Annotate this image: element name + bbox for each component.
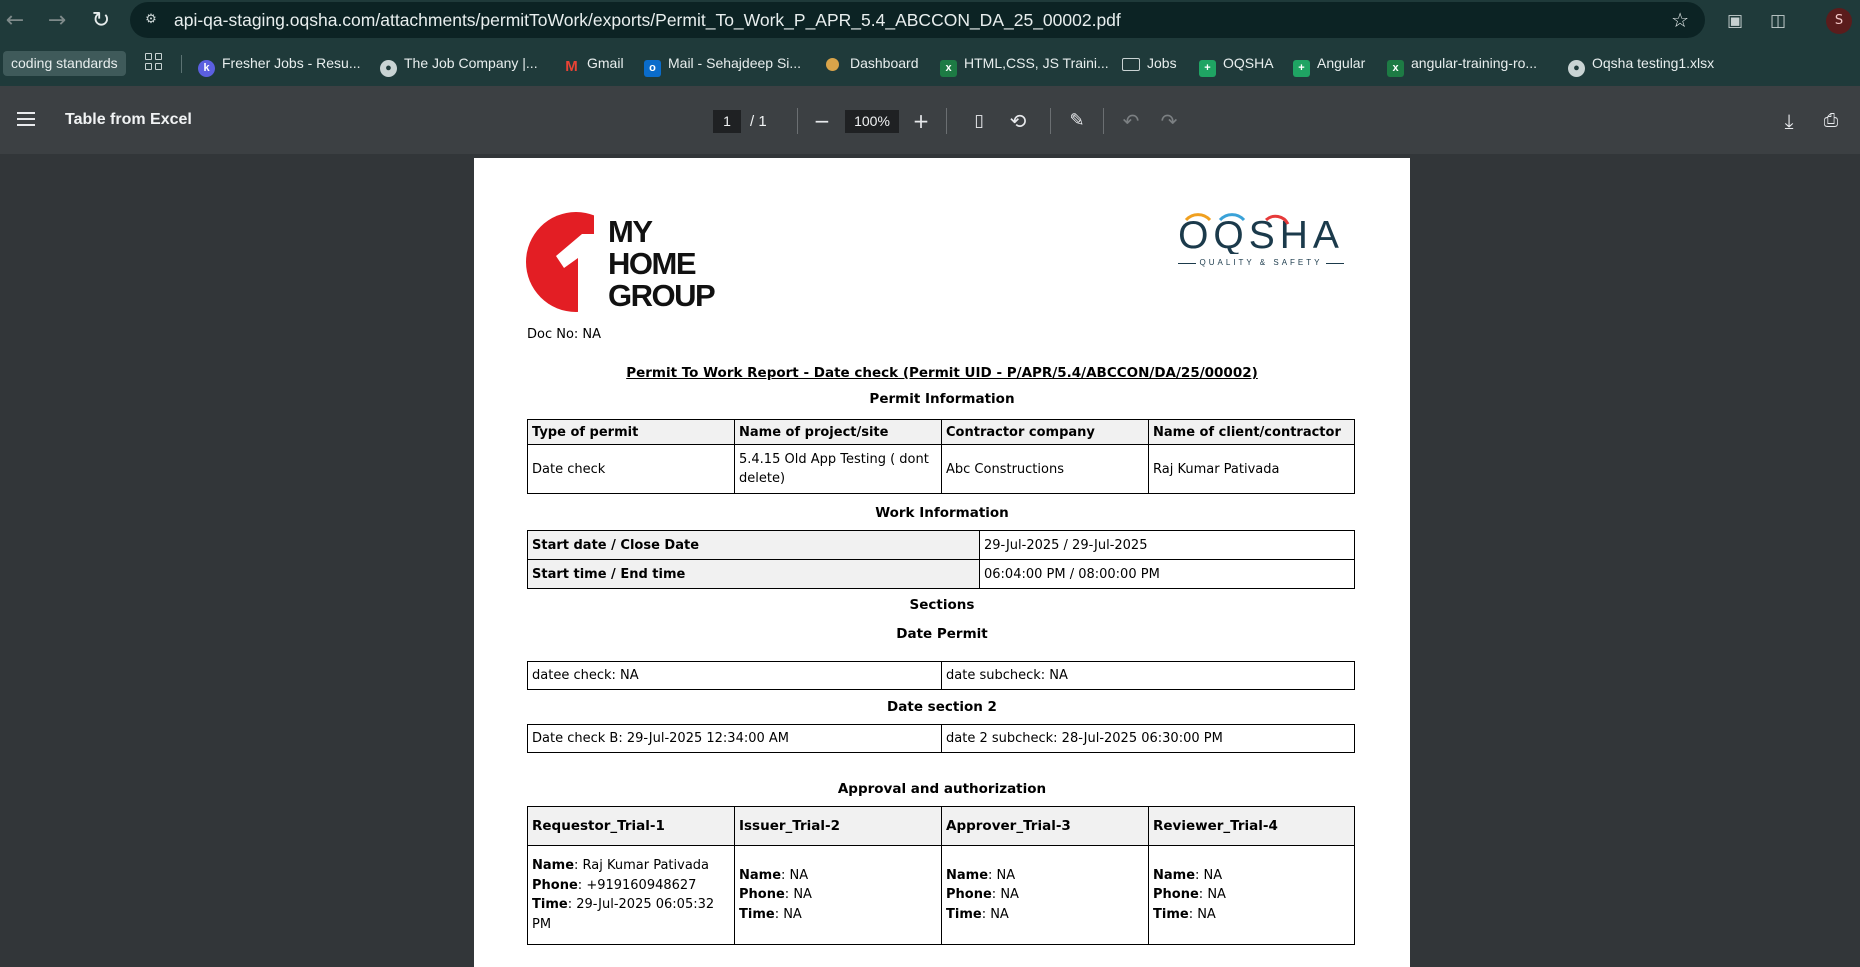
bookmarks-bar <box>0 41 1860 86</box>
address-bar[interactable] <box>130 2 1705 38</box>
excel-icon: x <box>1387 60 1404 77</box>
doc-number: Doc No: NA <box>527 327 602 342</box>
bookmark-label: Dashboard <box>850 55 919 71</box>
fit-page-icon[interactable]: ▯ <box>974 111 984 131</box>
logo-text-my: MY <box>608 214 652 249</box>
bookmark-angular[interactable] <box>1293 51 1365 76</box>
zoom-out-icon[interactable]: − <box>813 109 831 133</box>
approver-time: NA <box>1197 906 1216 922</box>
table-row <box>528 531 1355 560</box>
globe-icon: ● <box>380 60 397 77</box>
document-title: Table from Excel <box>65 111 192 128</box>
apps-grid-icon[interactable] <box>145 53 163 71</box>
permit-value-cell: Date check <box>528 445 735 494</box>
rotate-icon[interactable]: ⟲ <box>1009 109 1027 133</box>
globe-icon: ● <box>1568 60 1585 77</box>
work-info-heading: Work Information <box>875 505 1009 521</box>
approver-time: NA <box>990 906 1009 922</box>
k-logo-icon: k <box>198 60 215 77</box>
oqsha-wordmark: OQSHA <box>1178 214 1344 254</box>
approver-phone: NA <box>1000 887 1019 903</box>
sections-heading: Sections <box>909 597 975 613</box>
bookmark-html-css-js[interactable] <box>940 51 1109 76</box>
back-arrow-icon[interactable]: ← <box>5 8 25 33</box>
page-count: / 1 <box>750 113 767 130</box>
redo-icon[interactable]: ↷ <box>1160 109 1178 133</box>
bookmark-coding-standards[interactable] <box>3 51 126 76</box>
toolbar-divider <box>1103 108 1104 134</box>
permit-info-heading: Permit Information <box>869 391 1015 407</box>
approval-role-cell: Issuer_Trial-2 <box>735 807 942 846</box>
date-section-cell: date 2 subcheck: 28-Jul-2025 06:30:00 PM <box>942 725 1355 753</box>
bookmark-dashboard[interactable] <box>826 51 919 76</box>
work-value-cell: 06:04:00 PM / 08:00:00 PM <box>980 560 1355 589</box>
bookmark-label: Fresher Jobs - Resu... <box>222 55 361 71</box>
report-title: Permit To Work Report - Date check (Permit UID - P/APR/5.4/ABCCON/DA/25/00002) <box>626 365 1258 381</box>
toolbar-divider <box>797 108 798 134</box>
approval-table <box>527 806 1355 945</box>
approval-role-cell: Approver_Trial-3 <box>942 807 1149 846</box>
site-settings-icon[interactable]: ⚙ <box>145 12 157 27</box>
profile-avatar[interactable]: S <box>1826 8 1852 34</box>
media-icon[interactable]: ▣ <box>1726 11 1744 31</box>
bookmark-separator <box>181 55 182 73</box>
bookmark-fresher-jobs[interactable] <box>198 51 361 76</box>
download-icon[interactable]: ⤓ <box>1784 109 1794 133</box>
bookmark-label: HTML,CSS, JS Traini... <box>964 55 1109 71</box>
work-label-cell: Start time / End time <box>528 560 980 589</box>
bookmark-label: Angular <box>1317 55 1366 71</box>
date-permit-table <box>527 661 1355 690</box>
bookmark-label: Oqsha testing1.xlsx <box>1592 55 1715 71</box>
bookmark-oqsha-testing[interactable] <box>1568 51 1714 76</box>
reload-icon[interactable]: ↻ <box>91 8 111 33</box>
menu-icon[interactable] <box>17 111 37 127</box>
browser-toolbar <box>0 0 1860 41</box>
table-row <box>528 807 1355 846</box>
oqsha-logo <box>1176 210 1346 274</box>
approver-name: NA <box>996 867 1016 883</box>
tagline-rule <box>1326 263 1344 264</box>
approver-name: Raj Kumar Pativada <box>582 858 710 873</box>
date-section-2-table <box>527 724 1355 753</box>
table-row <box>528 662 1355 690</box>
permit-header-cell: Type of permit <box>528 420 735 445</box>
bookmark-label: The Job Company |... <box>404 55 538 71</box>
permit-value-cell: 5.4.15 Old App Testing ( dont delete) <box>735 445 942 494</box>
logo-text-group: GROUP <box>608 278 715 313</box>
date-section-cell: Date check B: 29-Jul-2025 12:34:00 AM <box>528 725 942 753</box>
table-row <box>528 560 1355 589</box>
my-home-group-logo <box>526 210 726 314</box>
url-text[interactable]: api-qa-staging.oqsha.com/attachments/permitToWork/exports/Permit_To_Work_P_APR_5.4_ABCCON_DA_25_00002.pdf <box>174 10 1121 30</box>
approval-details-cell: Name: NA Phone: NA Time: NA <box>1149 846 1355 945</box>
bookmark-mail[interactable] <box>644 51 801 76</box>
bookmark-star-icon[interactable]: ☆ <box>1671 8 1689 32</box>
approver-time: NA <box>783 906 802 922</box>
approval-details-cell: Name: NA Phone: NA Time: NA <box>942 846 1149 945</box>
sheets-icon: + <box>1293 60 1310 77</box>
bookmark-gmail[interactable] <box>563 51 624 76</box>
permit-value-cell: Raj Kumar Pativada <box>1149 445 1355 494</box>
approver-name: NA <box>1203 867 1223 883</box>
sheets-icon: + <box>1199 60 1216 77</box>
zoom-input[interactable]: 100% <box>845 110 899 133</box>
permit-info-table <box>527 419 1355 494</box>
bookmark-label: coding standards <box>11 55 118 71</box>
bookmark-label: Gmail <box>587 55 624 71</box>
approver-time: 29-Jul-2025 06:05:32 PM <box>532 897 715 932</box>
extensions-icon[interactable]: ◫ <box>1769 11 1787 31</box>
undo-icon[interactable]: ↶ <box>1122 109 1140 133</box>
zoom-in-icon[interactable]: + <box>912 109 930 133</box>
bookmark-label: angular-training-ro... <box>1411 55 1538 71</box>
forward-arrow-icon[interactable]: → <box>47 8 67 33</box>
bookmark-jobs[interactable] <box>1122 51 1177 76</box>
bookmark-oqsha[interactable] <box>1199 51 1274 76</box>
bookmark-label: Mail - Sehajdeep Si... <box>668 55 802 71</box>
approval-role-cell: Requestor_Trial-1 <box>528 807 735 846</box>
print-icon[interactable]: ⎙ <box>1823 110 1839 131</box>
bookmark-job-company[interactable] <box>380 51 538 76</box>
logo-text-home: HOME <box>608 246 695 281</box>
toolbar-divider <box>946 108 947 134</box>
excel-icon: x <box>940 60 957 77</box>
permit-header-cell: Name of project/site <box>735 420 942 445</box>
bookmark-label: Jobs <box>1147 55 1177 71</box>
approver-phone: NA <box>1207 887 1226 903</box>
work-label-cell: Start date / Close Date <box>528 531 980 560</box>
date-permit-heading: Date Permit <box>896 626 988 642</box>
approver-name: NA <box>789 867 809 883</box>
date-permit-cell: datee check: NA <box>528 662 942 690</box>
dashboard-icon <box>826 58 839 71</box>
toolbar-divider <box>1050 108 1051 134</box>
work-value-cell: 29-Jul-2025 / 29-Jul-2025 <box>980 531 1355 560</box>
approver-phone: +919160948627 <box>586 877 697 893</box>
approval-heading: Approval and authorization <box>837 781 1047 797</box>
oqsha-tagline: QUALITY & SAFETY <box>1199 258 1323 267</box>
bookmark-angular-training[interactable] <box>1387 51 1537 76</box>
work-info-table <box>527 530 1355 589</box>
permit-value-cell: Abc Constructions <box>942 445 1149 494</box>
approval-role-cell: Reviewer_Trial-4 <box>1149 807 1355 846</box>
annotate-icon[interactable]: ✎ <box>1069 110 1085 131</box>
table-row <box>528 725 1355 753</box>
approval-details-cell: Name: NA Phone: NA Time: NA <box>735 846 942 945</box>
permit-header-cell: Name of client/contractor <box>1149 420 1355 445</box>
folder-icon <box>1122 58 1140 71</box>
gmail-icon: M <box>565 58 578 75</box>
date-permit-cell: date subcheck: NA <box>942 662 1355 690</box>
pdf-page <box>474 158 1410 967</box>
bookmark-label: OQSHA <box>1223 55 1274 71</box>
date-section-2-heading: Date section 2 <box>887 699 997 715</box>
permit-header-cell: Contractor company <box>942 420 1149 445</box>
table-row <box>528 846 1355 945</box>
approver-phone: NA <box>793 887 812 903</box>
pdf-toolbar <box>0 86 1860 154</box>
page-number-input[interactable]: 1 <box>713 110 741 133</box>
approval-details-cell: Name: Raj Kumar Pativada Phone: +919160948627 Time: 29-Jul-2025 06:05:32 PM <box>528 846 735 945</box>
outlook-icon: o <box>644 60 661 77</box>
